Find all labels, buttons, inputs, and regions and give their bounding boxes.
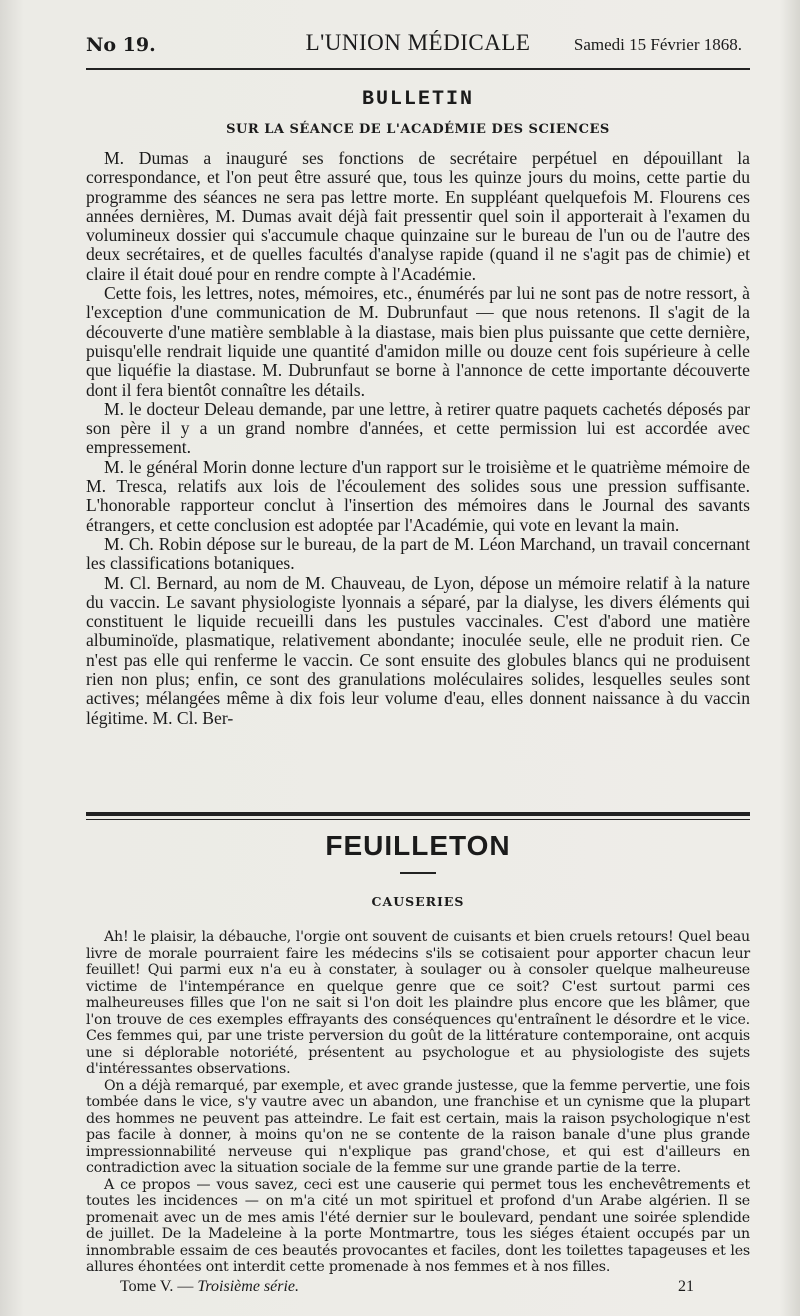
feuilleton-title: FEUILLETON [325,830,511,861]
bulletin-paragraph: M. Cl. Bernard, au nom de M. Chauveau, de Lyon, dépose un mémoire relatif à la nature du vaccin. Le savant physiologiste lyonnais a séparé, par la dialyse, les divers éléments qui constituent le liquide recueilli dans les pustules vaccinales. C'est d'abord une matière albuminoïde, plasmatique, relativement abondante; inoculée seule, elle ne produit rien. Ce n'est pas elle qui renferme le vaccin. Ce sont ensuite des globules blancs qui ne produisent rien non plus; enfin, ce sont des granulations moléculaires solides, lesquelles seules sont actives; mélangées même à dix fois leur volume d'eau, elles donnent naissance à du vaccin légitime. M. Cl. Ber- [86,572,750,728]
bulletin-subtitle: SUR LA SÉANCE DE L'ACADÉMIE DES SCIENCES [226,122,610,137]
feuilleton-body [86,929,750,1276]
bulletin-paragraph: M. Dumas a inauguré ses fonctions de secrétaire perpétuel en dépouillant la correspondance, et l'on peut être assuré que, tous les quinze jours du moins, cette partie du programme des séances ne sera pas lettre morte. En suppléant quelquefois M. Flourens ces années dernières, M. Dumas avait déjà fait pressentir quel soin il apporterait à l'examen du volumineux dossier qui s'accumule chaque quinzaine sur le bureau de l'un ou de l'autre des deux secrétaires, et de quelles facultés d'analyse rapide (quand il ne s'agit pas de chimie) et claire il était doué pour en rendre compte à l'Académie. [86,148,750,284]
volume-label [120,1278,299,1296]
bulletin-paragraph: M. le docteur Deleau demande, par une lettre, à retirer quatre paquets cachetés déposés par son père il y a un grand nombre d'années, et cette permission lui est accordée avec empressement. [86,398,750,458]
feuilleton-subtitle: CAUSERIES [371,894,465,909]
bulletin-body [86,149,750,728]
feuilleton-separator-thick [86,812,750,816]
feuilleton-separator-thin [86,819,750,820]
journal-title: L'UNION MÉDICALE [305,30,531,55]
volume-tome: Tome V. — [120,1278,194,1295]
bulletin-paragraph: M. Ch. Robin dépose sur le bureau, de la part de M. Léon Marchand, un travail concernant les classifications botaniques. [86,533,750,574]
feuilleton-paragraph: A ce propos — vous savez, ceci est une causerie qui permet tous les enchevêtrements et toutes les incidences — on m'a cité un mot spirituel et profond d'un Arabe algérien. Il se promenait avec un de mes amis l'été dernier sur le boulevard, pendant une soirée splendide de juillet. De la Madeleine à la porte Montmartre, tous les siéges étaient occupés par un innombrable essaim de ces beautés provocantes et faciles, dont les toilettes tapageuses et les allures éhontées ont interdit cette promenade à nos femmes et à nos filles. [86,1176,750,1275]
page-header [86,30,750,60]
header-rule [86,68,750,70]
bulletin-paragraph: Cette fois, les lettres, notes, mémoires, etc., énumérés par lui ne sont pas de notre ressort, à l'exception d'une communication de M. Dubrunfaut — que nous retenons. Il s'agit de la découverte d'une matière semblable à la diastase, mais bien plus puissante que cette dernière, puisqu'elle rendrait liquide une quantité d'amidon mille ou douze cent fois supérieure à celle que liquéfie la diastase. M. Dubrunfaut se borne à l'annonce de cette importante découverte dont il fera bientôt connaître les détails. [86,283,750,400]
feuilleton-title-rule [400,872,436,874]
volume-series: Troisième série. [197,1278,300,1295]
page-number: 21 [678,1278,694,1295]
issue-number: No 19. [86,34,156,56]
bulletin-paragraph: M. le général Morin donne lecture d'un rapport sur le troisième et le quatrième mémoire de M. Tresca, relatifs aux lois de l'écoulement des solides sous une pression suffisante. L'honorable rapporteur conclut à l'insertion des mémoires dans le Journal des savants étrangers, et cette conclusion est adoptée par l'Académie, qui vote en levant la main. [86,456,750,535]
bulletin-title: BULLETIN [361,88,474,111]
feuilleton-paragraph: On a déjà remarqué, par exemple, et avec grande justesse, que la femme pervertie, une fois tombée dans le vice, s'y vautre avec un abandon, une franchise et un cynisme que la plupart des hommes ne peuvent pas atteindre. Le fait est certain, mais la raison psychologique n'est pas facile à donner, à moins qu'on ne se contente de la raison banale d'une plus grande impressionnabilité nerveuse qui n'explique pas grand'chose, et qui est d'ailleurs en contradiction avec la situation sociale de la femme sur une grande partie de la terre. [86,1077,750,1176]
issue-date: Samedi 15 Février 1868. [573,35,742,54]
feuilleton-paragraph: Ah! le plaisir, la débauche, l'orgie ont souvent de cuisants et bien cruels retours! Quel beau livre de morale pourraient faire les médecins s'ils se cotisaient pour apporter chacun leur feuillet! Qui parmi eux n'a eu à constater, à soulager ou à consoler quelque malheureuse victime de l'intempérance en quelque genre que ce soit? C'est surtout parmi ces malheureuses filles que l'on ne sait si l'on doit les plaindre plus encore que les blâmer, que l'on trouve de ces exemples effrayants des conséquences qu'entraînent le désordre et le vice. Ces femmes qui, par une triste perversion du goût de la littérature contemporaine, ont acquis une si déplorable notoriété, présentent au psychologue et au physiologiste des sujets d'intéressantes observations. [86,929,750,1077]
